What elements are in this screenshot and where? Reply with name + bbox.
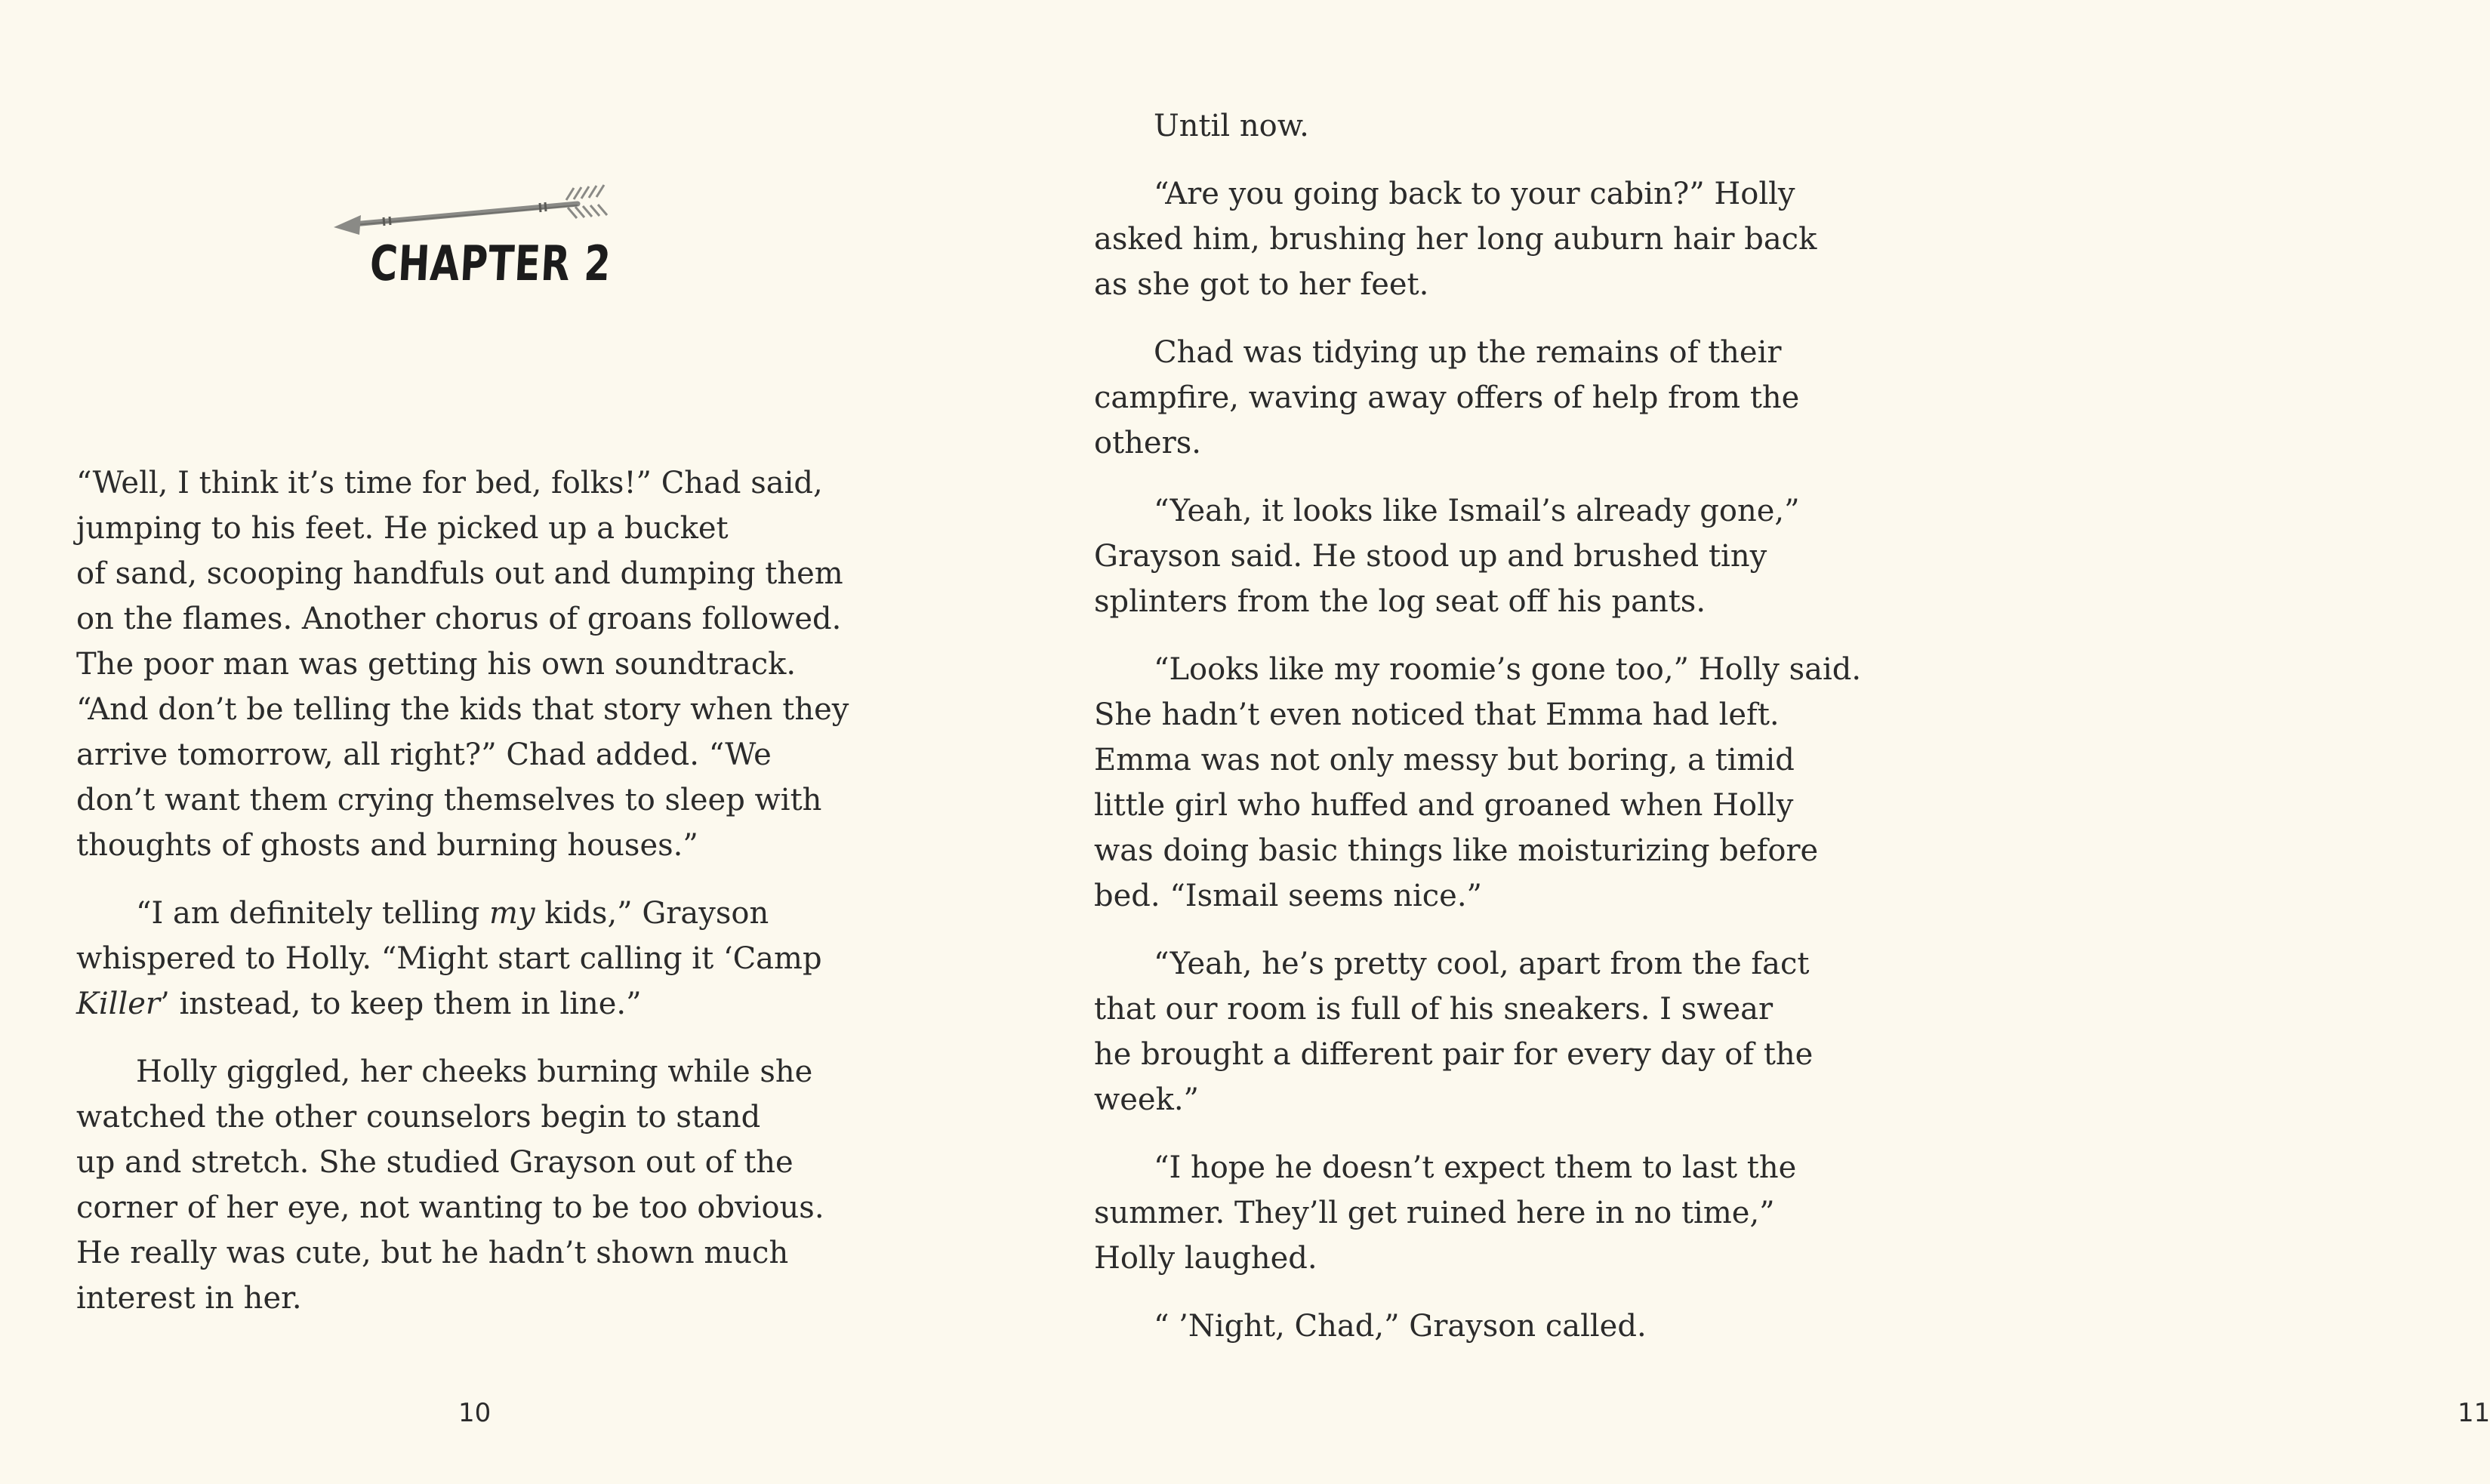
- text-line: up and stretch. She studied Grayson out of the: [76, 1145, 794, 1180]
- text-line: “Yeah, it looks like Ismail’s already gone,”: [1154, 494, 1800, 528]
- text-line: Holly laughed.: [1094, 1241, 1317, 1276]
- text-line: “ ’Night, Chad,” Grayson called.: [1154, 1309, 1647, 1344]
- text-line: asked him, brushing her long auburn hair back: [1094, 222, 1817, 257]
- chapter-heading: [325, 177, 627, 298]
- text-line: “And don’t be telling the kids that story when they: [76, 692, 849, 727]
- emphasis-text: Killer: [76, 987, 161, 1021]
- text-line: on the flames. Another chorus of groans followed.: [76, 602, 842, 636]
- text-line: [76, 981, 914, 1027]
- chapter-title: CHAPTER 2: [368, 236, 613, 292]
- text-line: [76, 891, 914, 936]
- text-line: splinters from the log seat off his pants.: [1094, 584, 1706, 619]
- text-line: he brought a different pair for every day of the: [1094, 1037, 1814, 1072]
- text-line: The poor man was getting his own soundtrack.: [76, 647, 797, 682]
- right-page: [982, 0, 2490, 1484]
- page-number: 11: [2458, 1398, 2490, 1428]
- text-line: as she got to her feet.: [1094, 267, 1429, 302]
- text-line: thoughts of ghosts and burning houses.”: [76, 828, 698, 863]
- text-line: “Well, I think it’s time for bed, folks!” Chad said,: [76, 466, 823, 500]
- paragraph: [1094, 647, 1932, 919]
- text-line: “I hope he doesn’t expect them to last the: [1154, 1150, 1797, 1185]
- text-line: week.”: [1094, 1082, 1199, 1117]
- text-line: whispered to Holly. “Might start calling it ‘Camp: [76, 941, 822, 976]
- text-line: Emma was not only messy but boring, a timid: [1094, 743, 1795, 777]
- text-line: Holly giggled, her cheeks burning while she: [136, 1055, 813, 1089]
- paragraph: [1094, 941, 1932, 1122]
- paragraph: [1094, 171, 1932, 307]
- text-line: jumping to his feet. He picked up a bucket: [76, 511, 729, 546]
- text-line: others.: [1094, 426, 1201, 460]
- text-line: was doing basic things like moisturizing before: [1094, 833, 1819, 868]
- text-line: little girl who huffed and groaned when Holly: [1094, 788, 1794, 823]
- page-number: 10: [458, 1398, 492, 1428]
- text-line: bed. “Ismail seems nice.”: [1094, 879, 1483, 913]
- text-line: Until now.: [1154, 109, 1309, 143]
- text-line: “Looks like my roomie’s gone too,” Holly said.: [1154, 652, 1862, 687]
- emphasis-text: my: [489, 896, 535, 931]
- text-line: “Are you going back to your cabin?” Holly: [1154, 177, 1795, 211]
- left-body-text: [76, 460, 914, 1344]
- text-line: watched the other counselors begin to stand: [76, 1100, 761, 1135]
- paragraph: [1094, 103, 1932, 149]
- paragraph: [1094, 488, 1932, 624]
- paragraph: [76, 891, 914, 1027]
- text-line: of sand, scooping handfuls out and dumping them: [76, 556, 843, 591]
- paragraph: [1094, 1145, 1932, 1281]
- arrow-icon: [325, 177, 627, 238]
- paragraph: [1094, 1304, 1932, 1349]
- text-segment: ’ instead, to keep them in line.”: [160, 987, 642, 1021]
- text-line: interest in her.: [76, 1281, 302, 1316]
- text-line: that our room is full of his sneakers. I swear: [1094, 992, 1774, 1027]
- text-line: don’t want them crying themselves to sleep with: [76, 783, 822, 817]
- paragraph: [76, 1049, 914, 1321]
- text-segment: “I am definitely telling: [136, 896, 490, 931]
- text-line: Grayson said. He stood up and brushed tiny: [1094, 539, 1767, 574]
- text-line: summer. They’ll get ruined here in no time,”: [1094, 1196, 1775, 1230]
- text-line: campfire, waving away offers of help from the: [1094, 380, 1800, 415]
- text-line: He really was cute, but he hadn’t shown much: [76, 1236, 789, 1270]
- paragraph: [76, 460, 914, 868]
- text-segment: kids,” Grayson: [535, 896, 769, 931]
- right-body-text: [1094, 103, 1932, 1372]
- text-line: corner of her eye, not wanting to be too obvious.: [76, 1190, 824, 1225]
- text-line: “Yeah, he’s pretty cool, apart from the fact: [1154, 947, 1810, 981]
- text-line: She hadn’t even noticed that Emma had left.: [1094, 697, 1780, 732]
- paragraph: [1094, 330, 1932, 466]
- text-line: arrive tomorrow, all right?” Chad added. “We: [76, 737, 772, 772]
- text-line: Chad was tidying up the remains of their: [1154, 335, 1782, 370]
- left-page: [0, 0, 982, 1484]
